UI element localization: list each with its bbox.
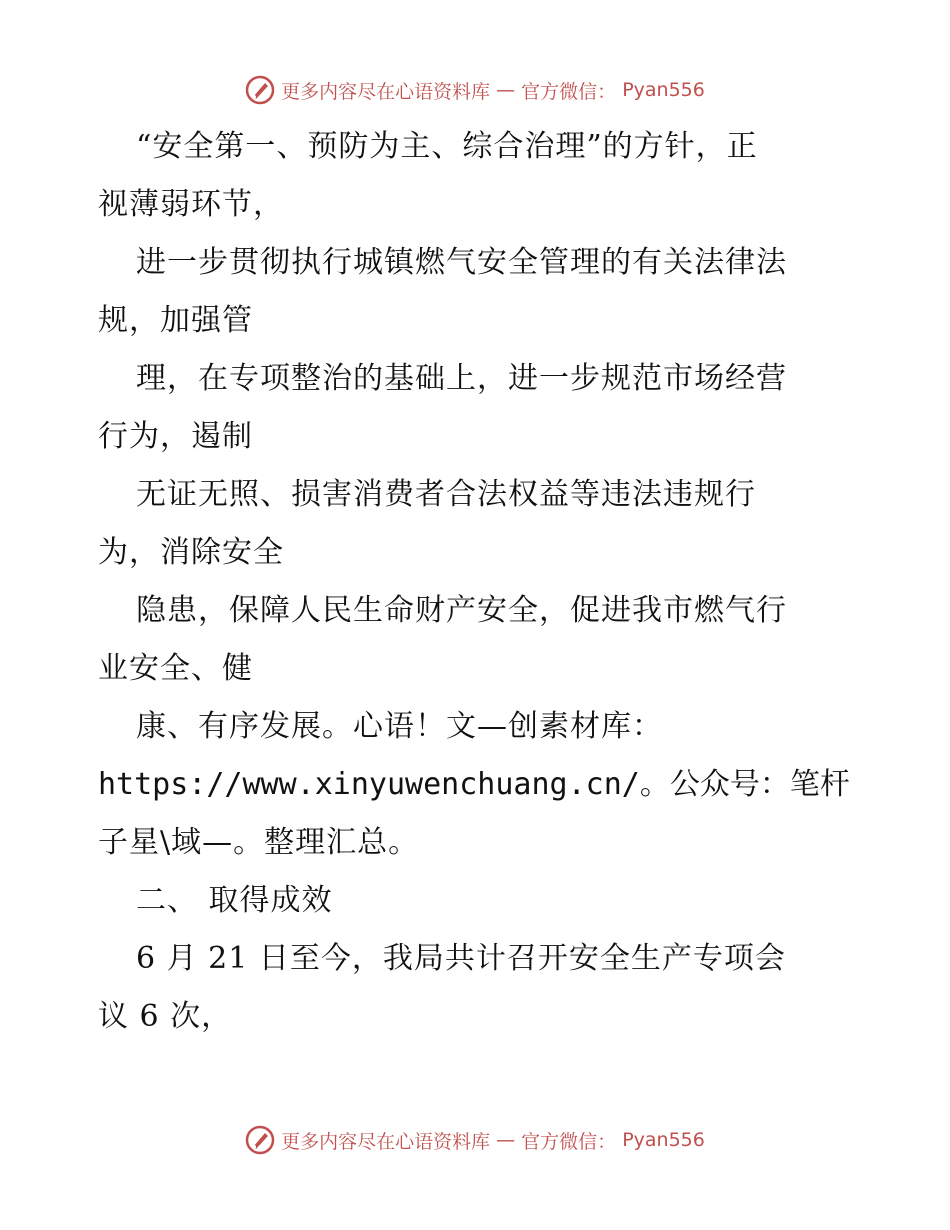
doc-line: 隐患，保障人民生命财产安全，促进我市燃气行 <box>136 593 787 628</box>
doc-line: 规，加强管 <box>98 303 253 338</box>
pen-logo-icon <box>245 1125 275 1155</box>
pen-logo-icon <box>245 75 275 105</box>
doc-line: 进一步贯彻执行城镇燃气安全管理的有关法律法 <box>136 245 787 280</box>
watermark-account: Pyan556 <box>622 1129 705 1151</box>
watermark-separator: — <box>496 1129 516 1151</box>
doc-line: 为，消除安全 <box>98 535 284 570</box>
footer-watermark <box>0 1120 950 1160</box>
doc-line: 业安全、健 <box>98 651 253 686</box>
watermark-main-text: 更多内容尽在心语资料库 <box>281 80 491 103</box>
watermark-main-text: 更多内容尽在心语资料库 <box>281 1130 491 1153</box>
watermark-separator: — <box>496 79 516 101</box>
doc-line: 议 6 次， <box>98 999 233 1034</box>
doc-line: 子星\域—。整理汇总。 <box>98 825 420 860</box>
doc-line: 无证无照、损害消费者合法权益等违法违规行 <box>136 477 756 512</box>
doc-line: 康、有序发展。心语！文—创素材库： <box>136 709 663 744</box>
watermark-wechat-label: 官方微信： <box>521 80 617 103</box>
header-watermark <box>0 70 950 110</box>
watermark-wechat-label: 官方微信： <box>521 1130 617 1153</box>
section-heading: 二、 取得成效 <box>136 883 333 918</box>
doc-line-url: https://www.xinyuwenchuang.cn/。公众号：笔杆 <box>98 767 850 802</box>
doc-line: 6 月 21 日至今，我局共计召开安全生产专项会 <box>136 941 786 976</box>
doc-line: 理，在专项整治的基础上，进一步规范市场经营 <box>136 361 787 396</box>
watermark-account: Pyan556 <box>622 79 705 101</box>
doc-line: “安全第一、预防为主、综合治理”的方针，正 <box>136 129 758 164</box>
document-body <box>98 118 850 1046</box>
doc-line: 行为，遏制 <box>98 419 253 454</box>
doc-line: 视薄弱环节， <box>98 187 284 222</box>
